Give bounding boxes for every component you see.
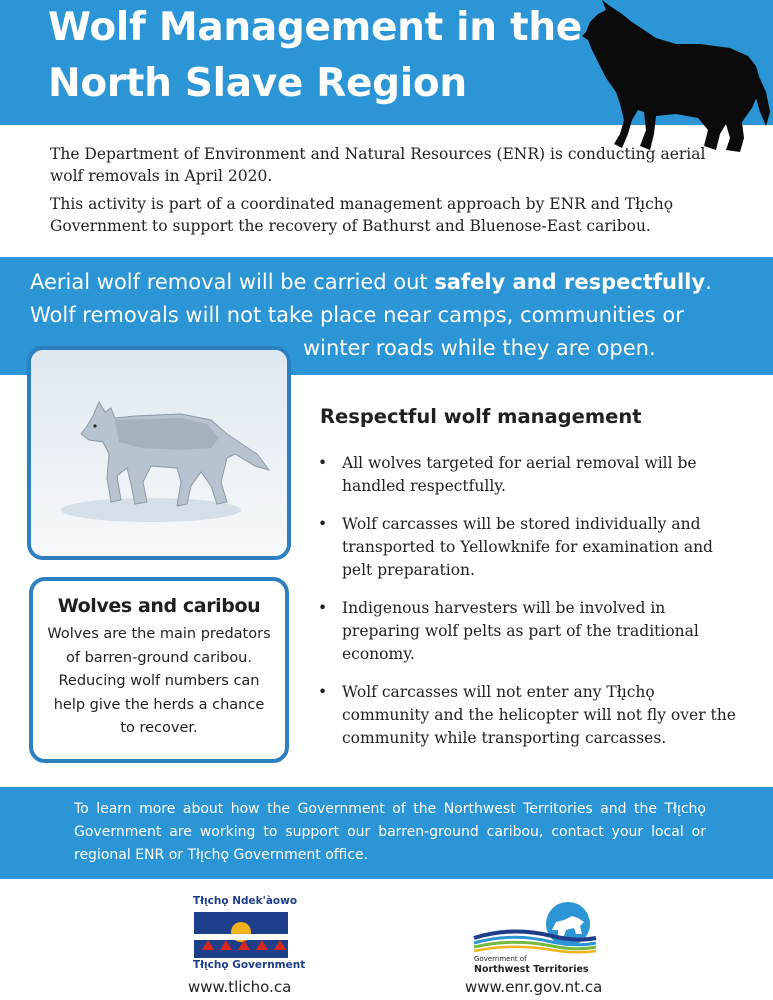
- bullet-icon: •: [318, 515, 328, 533]
- tlicho-logo-top-text: Tłı̨chǫ Ndek'àowo: [193, 895, 298, 907]
- gnwt-logo: [472, 900, 602, 978]
- list-item-text: Indigenous harvesters will be involved in preparing wolf pelts as part of the traditional economy.: [342, 599, 699, 663]
- intro-paragraph-1: The Department of Environment and Natural Resources (ENR) is conducting aerial wolf removals in April 2020.: [50, 145, 706, 185]
- list-item-text: Wolf carcasses will be stored individually and transported to Yellowknife for examination and pelt preparation.: [342, 515, 713, 579]
- list-item: [318, 597, 738, 666]
- list-item: [318, 681, 738, 750]
- callout-line-1-prefix: Aerial wolf removal will be carried out: [30, 270, 435, 294]
- callout-emphasis: safely and respectfully: [434, 270, 706, 294]
- wolf-on-snow-image: [31, 350, 287, 556]
- wolves-caribou-box: [29, 577, 289, 763]
- intro-paragraph-2: This activity is part of a coordinated management approach by ENR and Tłı̨chǫ Government to support the recovery of Bathurst and Bluenose-East caribou.: [50, 195, 674, 235]
- tlicho-logo-bottom-text: Tłı̨chǫ Government: [193, 959, 306, 971]
- bullet-icon: •: [318, 454, 328, 472]
- howling-wolf-icon: [580, 0, 773, 160]
- list-item: [318, 513, 738, 582]
- wolves-caribou-text: Wolves are the main predators of barren-ground caribou. Reducing wolf numbers can help give the herds a chance to recover.: [47, 626, 271, 736]
- gnwt-logo-line-2: Northwest Territories: [474, 964, 589, 975]
- enr-website-link[interactable]: www.enr.gov.nt.ca: [465, 978, 603, 996]
- polar-bear-icon: [472, 900, 598, 954]
- list-item-text: Wolf carcasses will not enter any Tłı̨chǫ community and the helicopter will not fly over the community while transporting carcasses.: [342, 683, 736, 747]
- bullet-icon: •: [318, 599, 328, 617]
- title-line-1: Wolf Management in the: [48, 5, 582, 50]
- list-item: [318, 452, 738, 498]
- callout-line-1-suffix: .: [705, 270, 712, 294]
- wolf-photo: [27, 346, 291, 560]
- footer-text: To learn more about how the Government of the Northwest Territories and the Tłı̨chǫ Government are working to support our barren-ground caribou, contact your local or regional ENR or Tłı̨chǫ Government office.: [74, 801, 706, 863]
- wolves-caribou-title: Wolves and caribou: [57, 595, 261, 617]
- bullet-icon: •: [318, 683, 328, 701]
- tlicho-flag-icon: [194, 912, 288, 958]
- section-heading: Respectful wolf management: [320, 405, 642, 428]
- tlicho-website-link[interactable]: www.tlicho.ca: [188, 978, 292, 996]
- callout-line-3: winter roads while they are open.: [303, 336, 656, 360]
- page-title: [48, 0, 582, 112]
- list-item-text: All wolves targeted for aerial removal will be handled respectfully.: [342, 454, 697, 495]
- callout-line-2: Wolf removals will not take place near camps, communities or: [30, 303, 684, 327]
- gnwt-logo-line-1: Government of: [474, 955, 527, 963]
- title-line-2: North Slave Region: [48, 61, 467, 106]
- management-bullet-list: [318, 452, 738, 765]
- intro-text: [50, 143, 730, 243]
- tlicho-government-logo: [193, 895, 306, 975]
